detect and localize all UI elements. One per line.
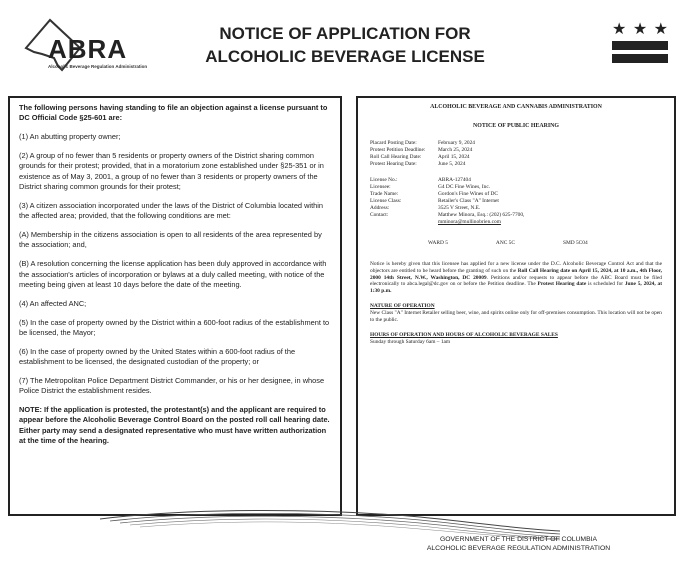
flag-bar-top (612, 41, 668, 50)
star-icon: ★ (632, 21, 648, 38)
notice-text: is scheduled for (586, 281, 625, 288)
table-row (370, 205, 524, 212)
logo-subtitle: Alcoholic Beverage Regulation Administration (48, 64, 148, 69)
hours-title: HOURS OF OPERATION AND HOURS OF ALCOHOLIC BEVERAGE SALES (370, 331, 558, 338)
license-label: Trade Name: (370, 191, 399, 198)
footer (406, 536, 631, 553)
table-row (370, 140, 475, 147)
public-hearing-notice-panel (356, 96, 676, 516)
standing-to-object-panel (8, 96, 342, 516)
contact-email-link[interactable]: mminora@mullinobrien.com (438, 218, 501, 225)
standing-item: (5) In the case of property owned by the District within a 600-foot radius of the establishment to be licensed, the Mayor; (19, 317, 330, 337)
title-line-2: ALCOHOLIC BEVERAGE LICENSE (205, 47, 485, 66)
dc-flag (612, 22, 668, 63)
flag-bar-bottom (612, 54, 668, 63)
standing-item: (B) A resolution concerning the license application has been duly approved in accordance with the association's articles of incorporation or bylaws at a duly called meeting, with notice of the meeting being given at least 10 days before the date of the meeting. (19, 259, 327, 289)
table-row (370, 154, 475, 161)
license-value: ABRA-127404 (438, 177, 471, 184)
standing-item: (2) A group of no fewer than 5 residents or property owners of the District sharing common grounds for their protest; provided, that in a moratorium zone established under §25-351 or in existence as of May 3, 2001, a group of no fewer than 3 residents or property owners of the District sharing common grounds for their protest; (19, 151, 324, 191)
star-icon: ★ (612, 21, 627, 38)
ward-label: WARD 5 (428, 239, 448, 246)
license-value: Gordon's Fine Wines of DC (438, 191, 498, 198)
footer-line-1: GOVERNMENT OF THE DISTRICT OF COLUMBIA (439, 536, 598, 543)
notice-text: Notice is hereby given that this licensee has applied for a new license under the D.C. Alcoholic Beverage Control Act and that the objectors are entitled to be heard before the granting of such on the (370, 260, 662, 274)
agency-name: ALCOHOLIC BEVERAGE AND CANNABIS ADMINISTRATION (430, 104, 602, 110)
notice-text: . Petitions and/or requests to appear before the ABC Board must be filed electronically to abca.legal@dc.gov on or before the Petition deadline. The (370, 274, 662, 288)
protest-hearing-datetime: June 5, 2024, at 1:30 p.m. (370, 281, 662, 295)
protest-note: NOTE: If the application is protested, the protestant(s) and the applicant are required to appear before the Alcoholic Beverage Control Board on the posted roll call hearing date. Either party may send a designated representative who must have written authorization at the time of the hearing. (19, 405, 330, 446)
table-row (370, 177, 524, 184)
ward-info (370, 240, 662, 247)
title-line-1: NOTICE OF APPLICATION FOR (219, 24, 471, 43)
date-label: Protest Petition Deadline: (370, 146, 426, 153)
license-value: G4 DC Fine Wines, Inc. (438, 184, 491, 191)
standing-item: (A) Membership in the citizens association is open to all residents of the area represented by the association; and, (19, 230, 322, 250)
license-label: License No.: (370, 177, 398, 184)
date-value: February 9, 2024 (438, 139, 475, 146)
table-row (370, 212, 524, 219)
license-label: Licensee: (370, 184, 391, 191)
roll-call-hearing-details: Roll Call Hearing date on April 15, 2024, at 10 a.m., 4th Floor, 2000 14th Street, N.W., Washington, DC 20009 (370, 267, 662, 281)
date-label: Protest Hearing Date: (370, 160, 417, 167)
table-row (370, 191, 524, 198)
hours-text: Sunday through Saturday 6am – 1am (370, 338, 451, 345)
license-value: Matthew Minora, Esq.: (202) 625-7700, (438, 211, 525, 218)
standing-item: (6) In the case of property owned by the United States within a 600-foot radius of the establishment to be licensed, the designated custodian of the property; or (19, 346, 296, 367)
license-label: Address: (370, 205, 390, 212)
date-value: March 25, 2024 (438, 146, 473, 153)
license-value: 3525 V Street, N.E. (438, 205, 481, 212)
page-title (150, 22, 540, 68)
date-value: June 5, 2024 (438, 160, 466, 167)
license-value: Retailer's Class "A" Internet (438, 198, 499, 205)
table-row (370, 198, 524, 205)
hearing-dates-table (370, 140, 475, 168)
flag-stars (612, 22, 668, 38)
notice-paragraph (370, 261, 662, 296)
table-row (370, 219, 524, 226)
standing-item: (7) The Metropolitan Police Department District Commander, or his or her designee, in whose Police District the establishment resides. (19, 375, 325, 396)
nature-of-operation-text: New Class "A" Internet Retailer selling beer, wine, and spirits online only for off-premises consumption. This location will not be open to the public. (370, 310, 662, 324)
smd-label: SMD 5C04 (562, 239, 588, 246)
protest-hearing-label: Protest Hearing date (537, 281, 587, 288)
standing-intro: The following persons having standing to file an objection against a license pursuant to DC Official Code §25-601 are: (19, 103, 328, 123)
table-row (370, 161, 475, 168)
standing-item: (3) A citizen association incorporated under the laws of the District of Columbia located within the affected area; provided, that the following conditions are met: (19, 200, 323, 221)
anc-label: ANC 5C (495, 239, 515, 246)
notice-heading: NOTICE OF PUBLIC HEARING (472, 122, 560, 129)
standing-item: (4) An affected ANC; (19, 298, 87, 308)
date-value: April 15, 2024 (438, 153, 470, 160)
license-info-table (370, 177, 524, 225)
nature-of-operation-title: NATURE OF OPERATION (370, 303, 435, 310)
license-label: Contact: (370, 211, 389, 218)
license-label: License Class: (370, 198, 402, 205)
table-row (370, 147, 475, 154)
standing-item: (1) An abutting property owner; (19, 132, 121, 142)
date-label: Roll Call Hearing Date: (370, 153, 422, 160)
abra-logo (18, 14, 148, 76)
star-icon: ★ (653, 21, 668, 38)
date-label: Placard Posting Date: (370, 139, 417, 146)
logo-text: ABRA (48, 34, 128, 64)
footer-line-2: ALCOHOLIC BEVERAGE REGULATION ADMINISTRATION (426, 544, 611, 552)
